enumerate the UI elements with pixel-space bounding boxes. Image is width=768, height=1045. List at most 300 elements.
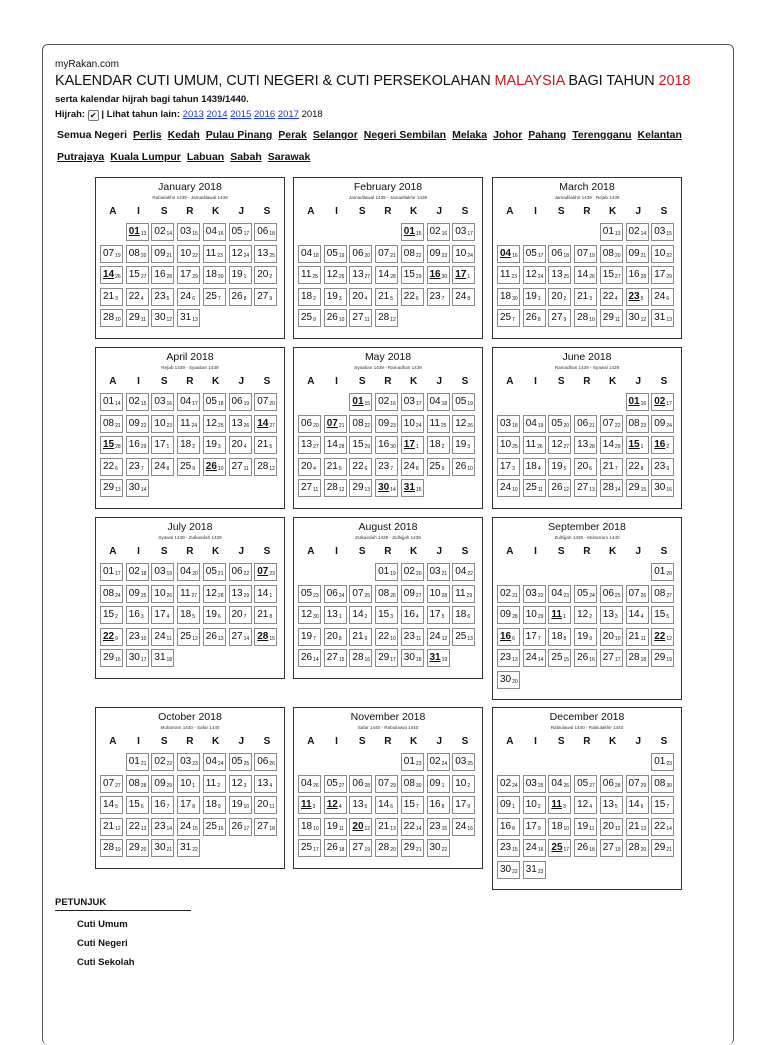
day-cell[interactable]	[523, 839, 546, 857]
day-cell[interactable]	[401, 415, 424, 433]
day-cell[interactable]	[651, 649, 674, 667]
day-cell[interactable]	[126, 839, 149, 857]
day-cell[interactable]	[324, 415, 347, 433]
day-cell[interactable]	[324, 585, 347, 603]
day-cell[interactable]	[401, 288, 424, 306]
day-cell[interactable]	[126, 775, 149, 793]
day-cell[interactable]	[324, 266, 347, 284]
hijrah-checkbox[interactable]: ✔	[88, 110, 99, 121]
day-cell[interactable]	[427, 628, 450, 646]
day-cell[interactable]	[177, 839, 200, 857]
day-cell[interactable]	[100, 266, 123, 284]
day-cell[interactable]	[298, 818, 321, 836]
day-cell[interactable]	[626, 818, 649, 836]
day-cell[interactable]	[375, 288, 398, 306]
state-link-pulau-pinang[interactable]: Pulau Pinang	[205, 129, 273, 141]
state-link-terengganu[interactable]: Terengganu	[572, 129, 632, 141]
day-cell[interactable]	[651, 458, 674, 476]
day-cell[interactable]	[254, 796, 277, 814]
year-link-2016[interactable]: 2016	[254, 109, 276, 120]
day-cell[interactable]	[177, 393, 200, 411]
day-cell[interactable]	[626, 585, 649, 603]
year-link-2017[interactable]: 2017	[277, 109, 299, 120]
day-cell[interactable]	[203, 818, 226, 836]
day-cell[interactable]	[126, 649, 149, 667]
day-cell[interactable]	[177, 775, 200, 793]
day-cell[interactable]	[548, 245, 571, 263]
day-cell[interactable]	[497, 245, 520, 263]
day-cell[interactable]	[126, 585, 149, 603]
day-cell[interactable]	[375, 628, 398, 646]
day-cell[interactable]	[349, 628, 372, 646]
day-cell[interactable]	[651, 585, 674, 603]
day-cell[interactable]	[126, 288, 149, 306]
day-cell[interactable]	[151, 606, 174, 624]
day-cell[interactable]	[497, 309, 520, 327]
year-link-2014[interactable]: 2014	[206, 109, 228, 120]
day-cell[interactable]	[651, 818, 674, 836]
day-cell[interactable]	[298, 309, 321, 327]
day-cell[interactable]	[126, 479, 149, 497]
day-cell[interactable]	[651, 436, 674, 454]
day-cell[interactable]	[229, 393, 252, 411]
day-cell[interactable]	[229, 223, 252, 241]
day-cell[interactable]	[626, 223, 649, 241]
day-cell[interactable]	[203, 458, 226, 476]
day-cell[interactable]	[298, 606, 321, 624]
day-cell[interactable]	[349, 288, 372, 306]
day-cell[interactable]	[100, 415, 123, 433]
day-cell[interactable]	[177, 585, 200, 603]
day-cell[interactable]	[100, 585, 123, 603]
day-cell[interactable]	[523, 649, 546, 667]
day-cell[interactable]	[203, 245, 226, 263]
state-link-kedah[interactable]: Kedah	[167, 129, 200, 141]
day-cell[interactable]	[100, 818, 123, 836]
day-cell[interactable]	[401, 818, 424, 836]
day-cell[interactable]	[548, 415, 571, 433]
day-cell[interactable]	[600, 839, 623, 857]
day-cell[interactable]	[324, 839, 347, 857]
day-cell[interactable]	[651, 415, 674, 433]
day-cell[interactable]	[324, 796, 347, 814]
day-cell[interactable]	[497, 796, 520, 814]
day-cell[interactable]	[324, 479, 347, 497]
day-cell[interactable]	[548, 606, 571, 624]
day-cell[interactable]	[349, 415, 372, 433]
day-cell[interactable]	[349, 839, 372, 857]
day-cell[interactable]	[126, 415, 149, 433]
day-cell[interactable]	[177, 796, 200, 814]
day-cell[interactable]	[126, 309, 149, 327]
day-cell[interactable]	[401, 223, 424, 241]
day-cell[interactable]	[497, 861, 520, 879]
day-cell[interactable]	[626, 288, 649, 306]
day-cell[interactable]	[151, 458, 174, 476]
day-cell[interactable]	[497, 628, 520, 646]
day-cell[interactable]	[626, 839, 649, 857]
day-cell[interactable]	[651, 266, 674, 284]
day-cell[interactable]	[651, 393, 674, 411]
day-cell[interactable]	[401, 393, 424, 411]
day-cell[interactable]	[324, 309, 347, 327]
day-cell[interactable]	[203, 606, 226, 624]
day-cell[interactable]	[177, 266, 200, 284]
state-link-negeri-sembilan[interactable]: Negeri Sembilan	[363, 129, 447, 141]
day-cell[interactable]	[349, 458, 372, 476]
day-cell[interactable]	[600, 775, 623, 793]
state-link-sabah[interactable]: Sabah	[230, 151, 262, 163]
day-cell[interactable]	[177, 223, 200, 241]
day-cell[interactable]	[126, 223, 149, 241]
day-cell[interactable]	[229, 585, 252, 603]
day-cell[interactable]	[375, 775, 398, 793]
day-cell[interactable]	[254, 585, 277, 603]
day-cell[interactable]	[497, 288, 520, 306]
day-cell[interactable]	[298, 628, 321, 646]
state-link-melaka[interactable]: Melaka	[452, 129, 488, 141]
day-cell[interactable]	[651, 288, 674, 306]
day-cell[interactable]	[626, 393, 649, 411]
day-cell[interactable]	[452, 266, 475, 284]
day-cell[interactable]	[452, 585, 475, 603]
day-cell[interactable]	[375, 479, 398, 497]
day-cell[interactable]	[548, 309, 571, 327]
day-cell[interactable]	[401, 245, 424, 263]
day-cell[interactable]	[126, 266, 149, 284]
day-cell[interactable]	[324, 436, 347, 454]
day-cell[interactable]	[151, 266, 174, 284]
day-cell[interactable]	[151, 393, 174, 411]
day-cell[interactable]	[375, 839, 398, 857]
day-cell[interactable]	[626, 415, 649, 433]
day-cell[interactable]	[203, 393, 226, 411]
day-cell[interactable]	[100, 649, 123, 667]
day-cell[interactable]	[427, 266, 450, 284]
day-cell[interactable]	[229, 818, 252, 836]
day-cell[interactable]	[254, 458, 277, 476]
day-cell[interactable]	[203, 415, 226, 433]
day-cell[interactable]	[574, 266, 597, 284]
day-cell[interactable]	[497, 671, 520, 689]
day-cell[interactable]	[375, 606, 398, 624]
day-cell[interactable]	[177, 628, 200, 646]
day-cell[interactable]	[401, 649, 424, 667]
day-cell[interactable]	[298, 458, 321, 476]
day-cell[interactable]	[254, 266, 277, 284]
day-cell[interactable]	[600, 415, 623, 433]
day-cell[interactable]	[574, 796, 597, 814]
day-cell[interactable]	[324, 818, 347, 836]
day-cell[interactable]	[600, 818, 623, 836]
day-cell[interactable]	[324, 775, 347, 793]
day-cell[interactable]	[574, 839, 597, 857]
day-cell[interactable]	[100, 393, 123, 411]
day-cell[interactable]	[375, 245, 398, 263]
day-cell[interactable]	[375, 818, 398, 836]
day-cell[interactable]	[401, 796, 424, 814]
day-cell[interactable]	[401, 266, 424, 284]
day-cell[interactable]	[600, 796, 623, 814]
day-cell[interactable]	[298, 479, 321, 497]
day-cell[interactable]	[126, 458, 149, 476]
day-cell[interactable]	[497, 479, 520, 497]
day-cell[interactable]	[254, 818, 277, 836]
day-cell[interactable]	[375, 649, 398, 667]
day-cell[interactable]	[548, 628, 571, 646]
day-cell[interactable]	[427, 223, 450, 241]
day-cell[interactable]	[497, 585, 520, 603]
day-cell[interactable]	[254, 245, 277, 263]
day-cell[interactable]	[427, 288, 450, 306]
day-cell[interactable]	[151, 753, 174, 771]
day-cell[interactable]	[427, 585, 450, 603]
day-cell[interactable]	[548, 818, 571, 836]
day-cell[interactable]	[375, 266, 398, 284]
day-cell[interactable]	[651, 628, 674, 646]
day-cell[interactable]	[574, 606, 597, 624]
day-cell[interactable]	[523, 479, 546, 497]
day-cell[interactable]	[427, 649, 450, 667]
day-cell[interactable]	[427, 753, 450, 771]
day-cell[interactable]	[203, 796, 226, 814]
day-cell[interactable]	[324, 458, 347, 476]
day-cell[interactable]	[626, 775, 649, 793]
day-cell[interactable]	[100, 563, 123, 581]
day-cell[interactable]	[523, 818, 546, 836]
day-cell[interactable]	[126, 563, 149, 581]
day-cell[interactable]	[126, 753, 149, 771]
day-cell[interactable]	[651, 796, 674, 814]
day-cell[interactable]	[298, 775, 321, 793]
day-cell[interactable]	[452, 818, 475, 836]
day-cell[interactable]	[375, 458, 398, 476]
day-cell[interactable]	[548, 649, 571, 667]
day-cell[interactable]	[349, 436, 372, 454]
day-cell[interactable]	[254, 753, 277, 771]
day-cell[interactable]	[349, 585, 372, 603]
day-cell[interactable]	[523, 415, 546, 433]
day-cell[interactable]	[151, 436, 174, 454]
day-cell[interactable]	[298, 415, 321, 433]
state-link-johor[interactable]: Johor	[493, 129, 523, 141]
day-cell[interactable]	[452, 563, 475, 581]
day-cell[interactable]	[100, 458, 123, 476]
day-cell[interactable]	[349, 245, 372, 263]
day-cell[interactable]	[298, 245, 321, 263]
day-cell[interactable]	[151, 628, 174, 646]
day-cell[interactable]	[600, 223, 623, 241]
state-link-semua-negeri[interactable]: Semua Negeri	[57, 129, 128, 141]
day-cell[interactable]	[574, 309, 597, 327]
day-cell[interactable]	[651, 223, 674, 241]
day-cell[interactable]	[452, 393, 475, 411]
day-cell[interactable]	[177, 606, 200, 624]
day-cell[interactable]	[427, 458, 450, 476]
day-cell[interactable]	[452, 606, 475, 624]
day-cell[interactable]	[375, 796, 398, 814]
day-cell[interactable]	[203, 436, 226, 454]
day-cell[interactable]	[651, 309, 674, 327]
day-cell[interactable]	[349, 266, 372, 284]
day-cell[interactable]	[401, 839, 424, 857]
day-cell[interactable]	[229, 266, 252, 284]
day-cell[interactable]	[548, 775, 571, 793]
day-cell[interactable]	[600, 479, 623, 497]
day-cell[interactable]	[574, 245, 597, 263]
day-cell[interactable]	[626, 796, 649, 814]
day-cell[interactable]	[651, 245, 674, 263]
day-cell[interactable]	[427, 775, 450, 793]
day-cell[interactable]	[548, 458, 571, 476]
day-cell[interactable]	[324, 649, 347, 667]
day-cell[interactable]	[523, 458, 546, 476]
state-link-kuala-lumpur[interactable]: Kuala Lumpur	[110, 151, 181, 163]
day-cell[interactable]	[349, 479, 372, 497]
day-cell[interactable]	[100, 775, 123, 793]
day-cell[interactable]	[523, 628, 546, 646]
day-cell[interactable]	[203, 585, 226, 603]
day-cell[interactable]	[497, 649, 520, 667]
day-cell[interactable]	[427, 818, 450, 836]
day-cell[interactable]	[626, 479, 649, 497]
day-cell[interactable]	[600, 458, 623, 476]
day-cell[interactable]	[203, 223, 226, 241]
day-cell[interactable]	[151, 223, 174, 241]
day-cell[interactable]	[600, 309, 623, 327]
day-cell[interactable]	[254, 436, 277, 454]
day-cell[interactable]	[229, 436, 252, 454]
day-cell[interactable]	[651, 839, 674, 857]
day-cell[interactable]	[523, 606, 546, 624]
day-cell[interactable]	[600, 288, 623, 306]
day-cell[interactable]	[349, 606, 372, 624]
state-link-putrajaya[interactable]: Putrajaya	[57, 151, 105, 163]
day-cell[interactable]	[298, 288, 321, 306]
day-cell[interactable]	[229, 458, 252, 476]
day-cell[interactable]	[497, 839, 520, 857]
day-cell[interactable]	[151, 309, 174, 327]
day-cell[interactable]	[626, 606, 649, 624]
day-cell[interactable]	[177, 818, 200, 836]
state-link-perak[interactable]: Perak	[278, 129, 307, 141]
day-cell[interactable]	[497, 775, 520, 793]
day-cell[interactable]	[349, 649, 372, 667]
day-cell[interactable]	[651, 775, 674, 793]
day-cell[interactable]	[497, 436, 520, 454]
day-cell[interactable]	[298, 266, 321, 284]
day-cell[interactable]	[523, 775, 546, 793]
day-cell[interactable]	[177, 245, 200, 263]
day-cell[interactable]	[151, 839, 174, 857]
day-cell[interactable]	[126, 393, 149, 411]
day-cell[interactable]	[100, 628, 123, 646]
day-cell[interactable]	[254, 288, 277, 306]
day-cell[interactable]	[626, 649, 649, 667]
day-cell[interactable]	[523, 288, 546, 306]
day-cell[interactable]	[600, 606, 623, 624]
day-cell[interactable]	[427, 839, 450, 857]
day-cell[interactable]	[177, 753, 200, 771]
day-cell[interactable]	[100, 436, 123, 454]
day-cell[interactable]	[626, 628, 649, 646]
state-link-labuan[interactable]: Labuan	[186, 151, 225, 163]
day-cell[interactable]	[375, 585, 398, 603]
day-cell[interactable]	[177, 436, 200, 454]
day-cell[interactable]	[574, 775, 597, 793]
day-cell[interactable]	[203, 753, 226, 771]
day-cell[interactable]	[401, 563, 424, 581]
day-cell[interactable]	[523, 585, 546, 603]
day-cell[interactable]	[324, 288, 347, 306]
day-cell[interactable]	[497, 818, 520, 836]
day-cell[interactable]	[401, 479, 424, 497]
day-cell[interactable]	[375, 393, 398, 411]
day-cell[interactable]	[229, 563, 252, 581]
day-cell[interactable]	[600, 628, 623, 646]
day-cell[interactable]	[452, 775, 475, 793]
day-cell[interactable]	[349, 775, 372, 793]
day-cell[interactable]	[626, 309, 649, 327]
day-cell[interactable]	[452, 245, 475, 263]
day-cell[interactable]	[151, 818, 174, 836]
day-cell[interactable]	[151, 796, 174, 814]
day-cell[interactable]	[203, 563, 226, 581]
day-cell[interactable]	[324, 245, 347, 263]
day-cell[interactable]	[229, 796, 252, 814]
day-cell[interactable]	[375, 309, 398, 327]
day-cell[interactable]	[427, 415, 450, 433]
day-cell[interactable]	[651, 753, 674, 771]
day-cell[interactable]	[126, 796, 149, 814]
day-cell[interactable]	[151, 415, 174, 433]
day-cell[interactable]	[600, 245, 623, 263]
day-cell[interactable]	[254, 415, 277, 433]
day-cell[interactable]	[651, 563, 674, 581]
day-cell[interactable]	[229, 775, 252, 793]
day-cell[interactable]	[626, 436, 649, 454]
day-cell[interactable]	[298, 649, 321, 667]
day-cell[interactable]	[100, 796, 123, 814]
day-cell[interactable]	[497, 415, 520, 433]
day-cell[interactable]	[600, 436, 623, 454]
state-link-selangor[interactable]: Selangor	[312, 129, 358, 141]
day-cell[interactable]	[349, 309, 372, 327]
day-cell[interactable]	[324, 606, 347, 624]
day-cell[interactable]	[574, 479, 597, 497]
day-cell[interactable]	[523, 309, 546, 327]
day-cell[interactable]	[651, 479, 674, 497]
day-cell[interactable]	[126, 245, 149, 263]
day-cell[interactable]	[151, 288, 174, 306]
day-cell[interactable]	[177, 309, 200, 327]
day-cell[interactable]	[600, 266, 623, 284]
day-cell[interactable]	[151, 649, 174, 667]
day-cell[interactable]	[298, 796, 321, 814]
day-cell[interactable]	[452, 458, 475, 476]
day-cell[interactable]	[229, 245, 252, 263]
day-cell[interactable]	[574, 818, 597, 836]
day-cell[interactable]	[254, 563, 277, 581]
day-cell[interactable]	[151, 775, 174, 793]
state-link-kelantan[interactable]: Kelantan	[637, 129, 682, 141]
day-cell[interactable]	[523, 436, 546, 454]
day-cell[interactable]	[574, 585, 597, 603]
day-cell[interactable]	[151, 585, 174, 603]
day-cell[interactable]	[254, 606, 277, 624]
day-cell[interactable]	[574, 436, 597, 454]
day-cell[interactable]	[349, 393, 372, 411]
